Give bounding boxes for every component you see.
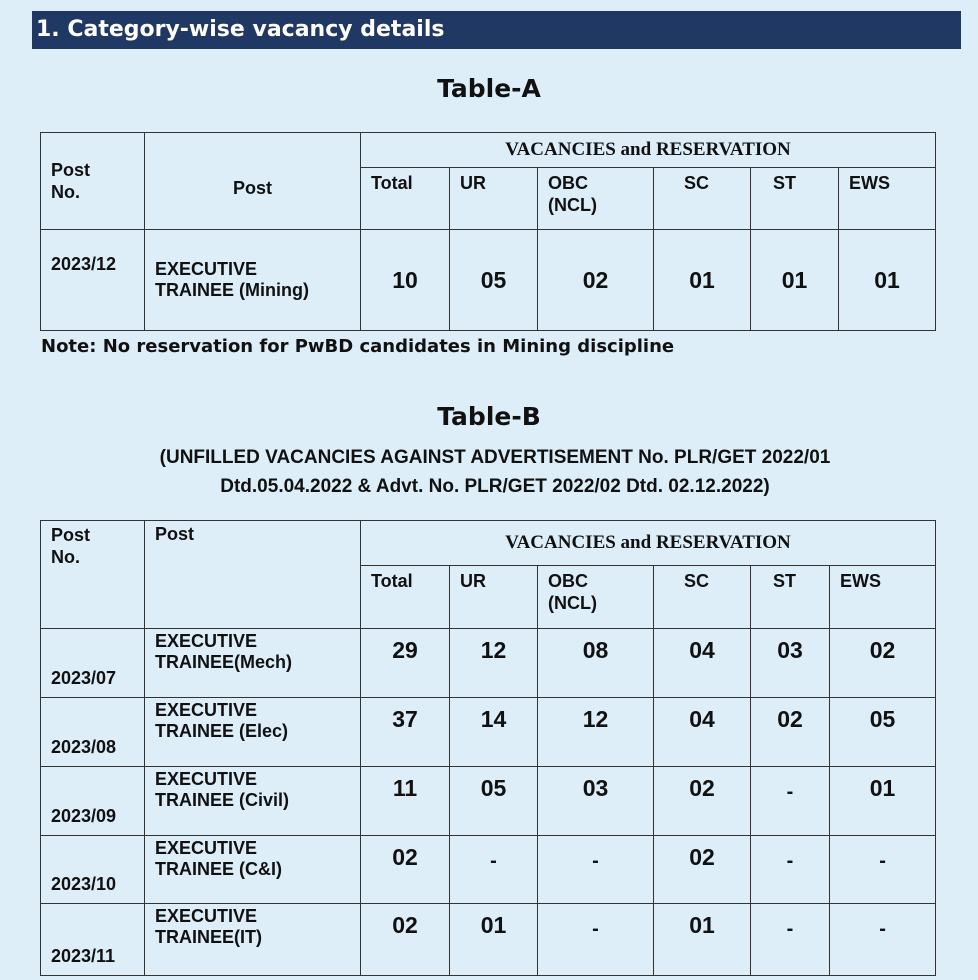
post-name-cell: EXECUTIVE TRAINEE (Civil) [145,767,361,836]
col-total-header: Total [361,566,450,629]
ur-cell: 05 [450,230,538,331]
post-name-cell: EXECUTIVE TRAINEE (Elec) [145,698,361,767]
post-no-header: Post No. [41,521,145,629]
ews-cell: - [830,904,936,976]
table-b [40,520,936,976]
sc-cell: 02 [654,836,751,904]
obc-cell: 12 [538,698,654,767]
ews-cell: - [830,836,936,904]
post-name-cell: EXECUTIVE TRAINEE (C&I) [145,836,361,904]
note-text: Note: No reservation for PwBD candidates in Mining discipline [41,336,675,357]
post-no-cell: 2023/10 [41,836,145,904]
obc-cell: - [538,836,654,904]
post-header: Post [145,521,361,629]
col-obc-header: OBC (NCL) [538,168,654,230]
ur-cell: 05 [450,767,538,836]
table-row [41,629,936,698]
sc-cell: 01 [654,904,751,976]
table-row [41,836,936,904]
ur-cell: - [450,836,538,904]
st-cell: - [751,904,830,976]
st-cell: 02 [751,698,830,767]
sc-cell: 04 [654,698,751,767]
post-no-cell: 2023/08 [41,698,145,767]
vacancies-header: VACANCIES and RESERVATION [361,521,936,566]
col-total-header: Total [361,168,450,230]
col-ews-header: EWS [839,168,936,230]
ur-cell: 14 [450,698,538,767]
col-obc-header: OBC (NCL) [538,566,654,629]
ews-cell: 01 [830,767,936,836]
table-row [41,230,936,331]
total-cell: 02 [361,836,450,904]
col-sc-header: SC [654,168,751,230]
table-row [41,698,936,767]
total-cell: 10 [361,230,450,331]
post-no-cell: 2023/07 [41,629,145,698]
sc-cell: 02 [654,767,751,836]
ews-cell: 01 [839,230,936,331]
post-header: Post [145,133,361,230]
post-name-cell: EXECUTIVE TRAINEE(Mech) [145,629,361,698]
post-no-cell: 2023/11 [41,904,145,976]
table-b-title: Table-B [437,402,541,431]
ur-cell: 01 [450,904,538,976]
obc-cell: 03 [538,767,654,836]
post-name-cell: EXECUTIVE TRAINEE(IT) [145,904,361,976]
section-title: 1. Category-wise vacancy details [32,11,961,49]
st-cell: 01 [751,230,839,331]
col-ur-header: UR [450,566,538,629]
st-cell: - [751,767,830,836]
st-cell: - [751,836,830,904]
table-row [41,767,936,836]
vacancies-header: VACANCIES and RESERVATION [361,133,936,168]
sc-cell: 01 [654,230,751,331]
post-no-cell: 2023/12 [41,230,145,331]
total-cell: 37 [361,698,450,767]
col-sc-header: SC [654,566,751,629]
sc-cell: 04 [654,629,751,698]
total-cell: 11 [361,767,450,836]
post-no-header: Post No. [41,133,145,230]
obc-cell: - [538,904,654,976]
ur-cell: 12 [450,629,538,698]
post-name-cell: EXECUTIVE TRAINEE (Mining) [145,230,361,331]
col-st-header: ST [751,168,839,230]
ews-cell: 02 [830,629,936,698]
obc-cell: 08 [538,629,654,698]
table-a-title: Table-A [437,74,541,103]
st-cell: 03 [751,629,830,698]
ews-cell: 05 [830,698,936,767]
post-no-cell: 2023/09 [41,767,145,836]
col-ur-header: UR [450,168,538,230]
col-ews-header: EWS [830,566,936,629]
col-st-header: ST [751,566,830,629]
table-row [41,904,936,976]
table-b-subtitle: (UNFILLED VACANCIES AGAINST ADVERTISEMENT No. PLR/GET 2022/01 Dtd.05.04.2022 & Advt. No. PLR/GET 2022/02 Dtd. 02.12.2022) [159,447,831,497]
total-cell: 02 [361,904,450,976]
total-cell: 29 [361,629,450,698]
obc-cell: 02 [538,230,654,331]
table-a [40,132,936,331]
